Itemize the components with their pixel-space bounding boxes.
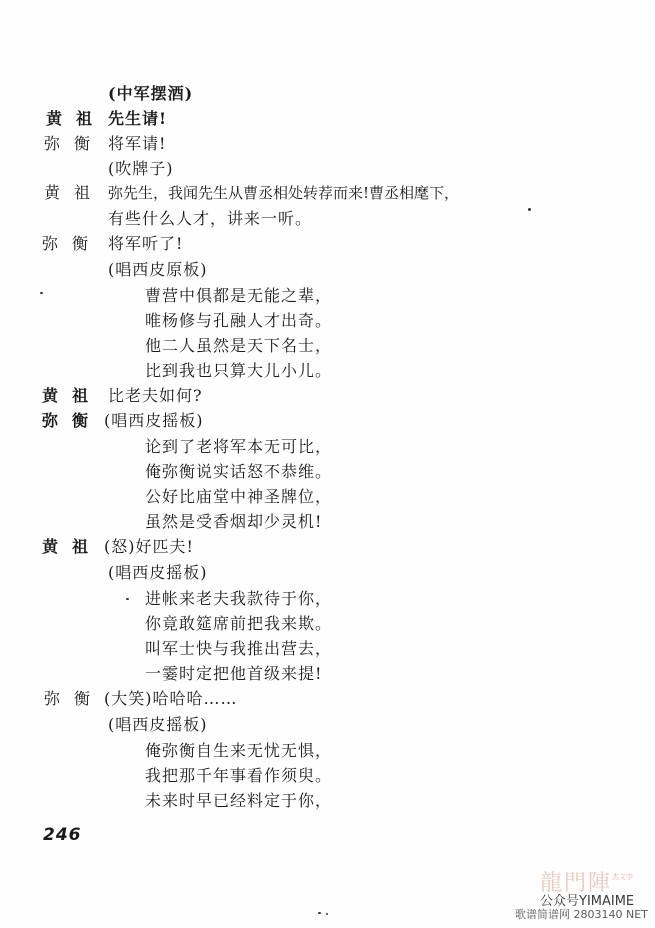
lyric-line: 我把那千年事看作须臾。	[145, 766, 333, 785]
speaker-name: 弥衡	[44, 689, 105, 708]
lyric-line: 一霎时定把他首级来提!	[145, 664, 323, 683]
lyric-line: 论到了老将军本无可比，	[145, 437, 333, 456]
lyric-line: 唯杨修与孔融人才出奇。	[145, 311, 333, 330]
dialogue-line: (怒)好匹夫!	[104, 537, 194, 556]
watermark-tag: 杰文学	[612, 873, 633, 881]
dialogue-line: 有些什么人才，讲来一听。	[108, 209, 313, 228]
scan-speck	[40, 292, 43, 294]
dialogue-line: 弥先生，我闻先生从曹丞相处转荐而来!曹丞相麾下，	[108, 184, 460, 202]
scan-speck	[318, 912, 321, 914]
lyric-line: 公好比庙堂中神圣牌位，	[145, 487, 333, 506]
speaker-name: 黄祖	[46, 109, 107, 128]
dialogue-line: 将军听了!	[108, 234, 184, 253]
speaker-name: 弥衡	[42, 234, 103, 253]
speaker-name: 黄祖	[42, 537, 103, 556]
lyric-line: 你竟敢筵席前把我来欺。	[145, 614, 333, 633]
watermark-text: 公众号YIMAIME	[540, 894, 635, 909]
lyric-line: 他二人虽然是天下名士，	[145, 336, 333, 355]
lyric-line: 未来时早已经料定于你，	[145, 791, 333, 810]
dialogue-line: (大笑)哈哈哈……	[104, 689, 238, 708]
stage-direction: (吹牌子)	[108, 159, 174, 178]
scan-speck	[126, 598, 129, 600]
lyric-line: 比到我也只算大儿小儿。	[145, 361, 333, 380]
stage-direction: (唱西皮原板)	[108, 260, 208, 279]
lyric-line: 俺弥衡自生来无忧无惧，	[145, 741, 333, 760]
page-number: 246	[43, 825, 82, 845]
stage-direction: (唱西皮摇板)	[108, 563, 208, 582]
watermark-logo: 龍門陣	[540, 871, 613, 896]
speaker-name: 弥衡	[42, 411, 103, 430]
dialogue-line: 先生请!	[108, 109, 168, 128]
dialogue-line: 比老夫如何?	[108, 386, 203, 405]
scan-speck	[528, 208, 531, 211]
stage-direction: (中军摆酒)	[108, 84, 194, 103]
stage-direction: (唱西皮摇板)	[104, 411, 204, 430]
lyric-line: 进帐来老夫我款待于你，	[145, 589, 333, 608]
lyric-line: 俺弥衡说实话怒不恭维。	[145, 462, 333, 481]
lyric-line: 叫军士快与我推出营去，	[145, 639, 333, 658]
stage-direction: (唱西皮摇板)	[108, 715, 208, 734]
lyric-line: 曹营中俱都是无能之辈，	[145, 286, 333, 305]
speaker-name: 黄祖	[44, 183, 105, 202]
scan-speck	[326, 913, 328, 915]
speaker-name: 弥衡	[44, 134, 105, 153]
dialogue-line: 将军请!	[108, 134, 167, 153]
lyric-line: 虽然是受香烟却少灵机!	[145, 512, 323, 531]
watermark-text: 歌谱简谱网 2803140 NET	[515, 908, 648, 921]
speaker-name: 黄祖	[42, 386, 103, 405]
